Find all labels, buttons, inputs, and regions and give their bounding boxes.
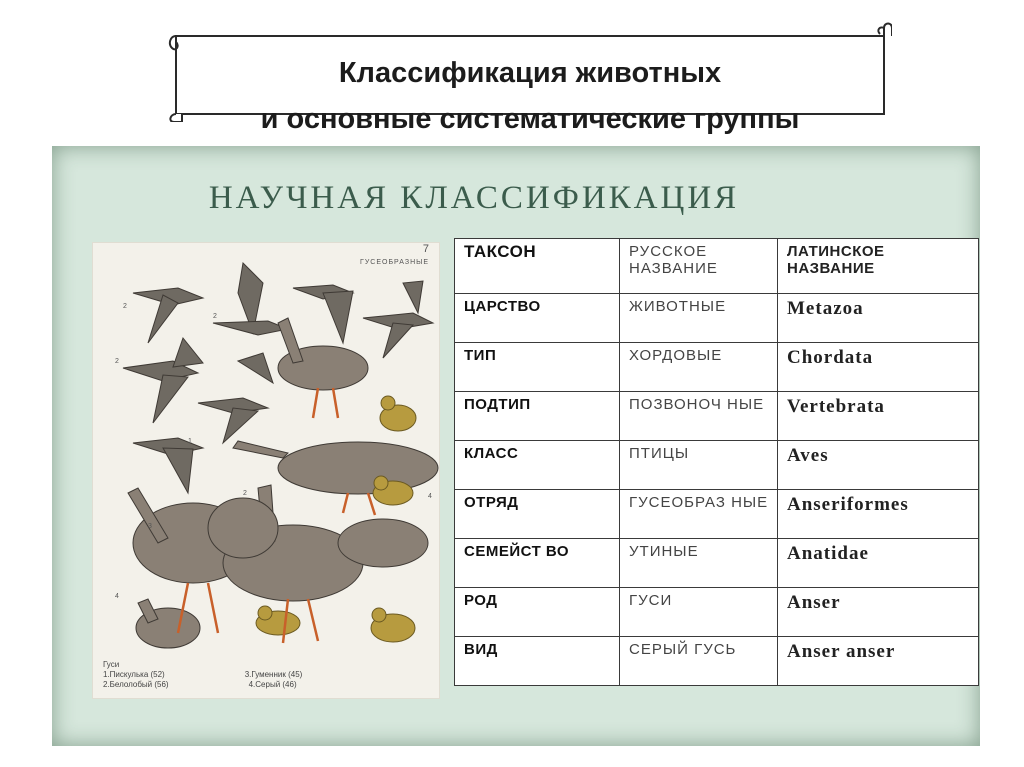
russian-name-cell: ПОЗВОНОЧ НЫЕ [620,392,778,441]
table-row [455,294,979,343]
table-row [455,588,979,637]
latin-name-cell: Vertebrata [778,392,979,441]
taxon-cell: КЛАСС [455,441,620,490]
plate-caption: ГУСЕОБРАЗНЫЕ [360,259,429,266]
russian-name-cell: ЖИВОТНЫЕ [620,294,778,343]
slide-title-line-1: Классификация животных [338,57,722,89]
geese-illustration [93,243,439,698]
taxon-cell: РОД [455,588,620,637]
latin-name-cell: Metazoa [778,294,979,343]
svg-text:1: 1 [188,438,192,445]
classification-panel [52,146,980,746]
table-row [455,490,979,539]
svg-text:2: 2 [243,490,247,497]
taxon-cell: ЦАРСТВО [455,294,620,343]
header-latin-name: ЛАТИНСКОЕ НАЗВАНИЕ [778,239,979,294]
plate-legend [103,660,302,690]
plate-legend-item: 3.Гуменник (45) [244,670,303,679]
latin-name-cell: Anser anser [778,637,979,686]
table-row [455,637,979,686]
panel-heading: НАУЧНАЯ КЛАССИФИКАЦИЯ [208,180,740,216]
svg-text:2: 2 [115,358,119,365]
russian-name-cell: ПТИЦЫ [620,441,778,490]
latin-name-cell: Aves [778,441,979,490]
taxon-cell: СЕМЕЙСТ ВО [455,539,620,588]
svg-text:2: 2 [213,313,217,320]
plate-legend-item: 1.Пискулька (52) [103,670,165,679]
svg-text:3: 3 [148,523,152,530]
plate-legend-item: 2.Белолобый (56) [103,680,169,689]
russian-name-cell: УТИНЫЕ [620,539,778,588]
latin-name-cell: Anseriformes [778,490,979,539]
plate-legend-title: Гуси [103,660,120,669]
svg-text:4: 4 [115,593,119,600]
header-russian-name: РУССКОЕ НАЗВАНИЕ [620,239,778,294]
latin-name-cell: Chordata [778,343,979,392]
geese-illustration-plate [92,242,440,699]
russian-name-cell: СЕРЫЙ ГУСЬ [620,637,778,686]
table-row [455,343,979,392]
table-row [455,441,979,490]
russian-name-cell: ХОРДОВЫЕ [620,343,778,392]
latin-name-cell: Anatidae [778,539,979,588]
latin-name-cell: Anser [778,588,979,637]
title-scroll-banner [168,22,892,135]
russian-name-cell: ГУСИ [620,588,778,637]
plate-legend-item: 4.Серый (46) [248,680,297,689]
russian-name-cell: ГУСЕОБРАЗ НЫЕ [620,490,778,539]
svg-text:4: 4 [428,493,432,500]
taxon-cell: ОТРЯД [455,490,620,539]
plate-page-number: 7 [422,243,429,255]
slide-title-line-2: и основные систематические группы [260,103,800,135]
svg-text:2: 2 [123,303,127,310]
taxon-cell: ВИД [455,637,620,686]
header-taxon: ТАКСОН [455,239,620,294]
table-header-row [455,239,979,294]
classification-table [454,238,979,686]
table-row [455,392,979,441]
taxon-cell: ПОДТИП [455,392,620,441]
taxon-cell: ТИП [455,343,620,392]
table-row [455,539,979,588]
slide-title [168,50,892,142]
